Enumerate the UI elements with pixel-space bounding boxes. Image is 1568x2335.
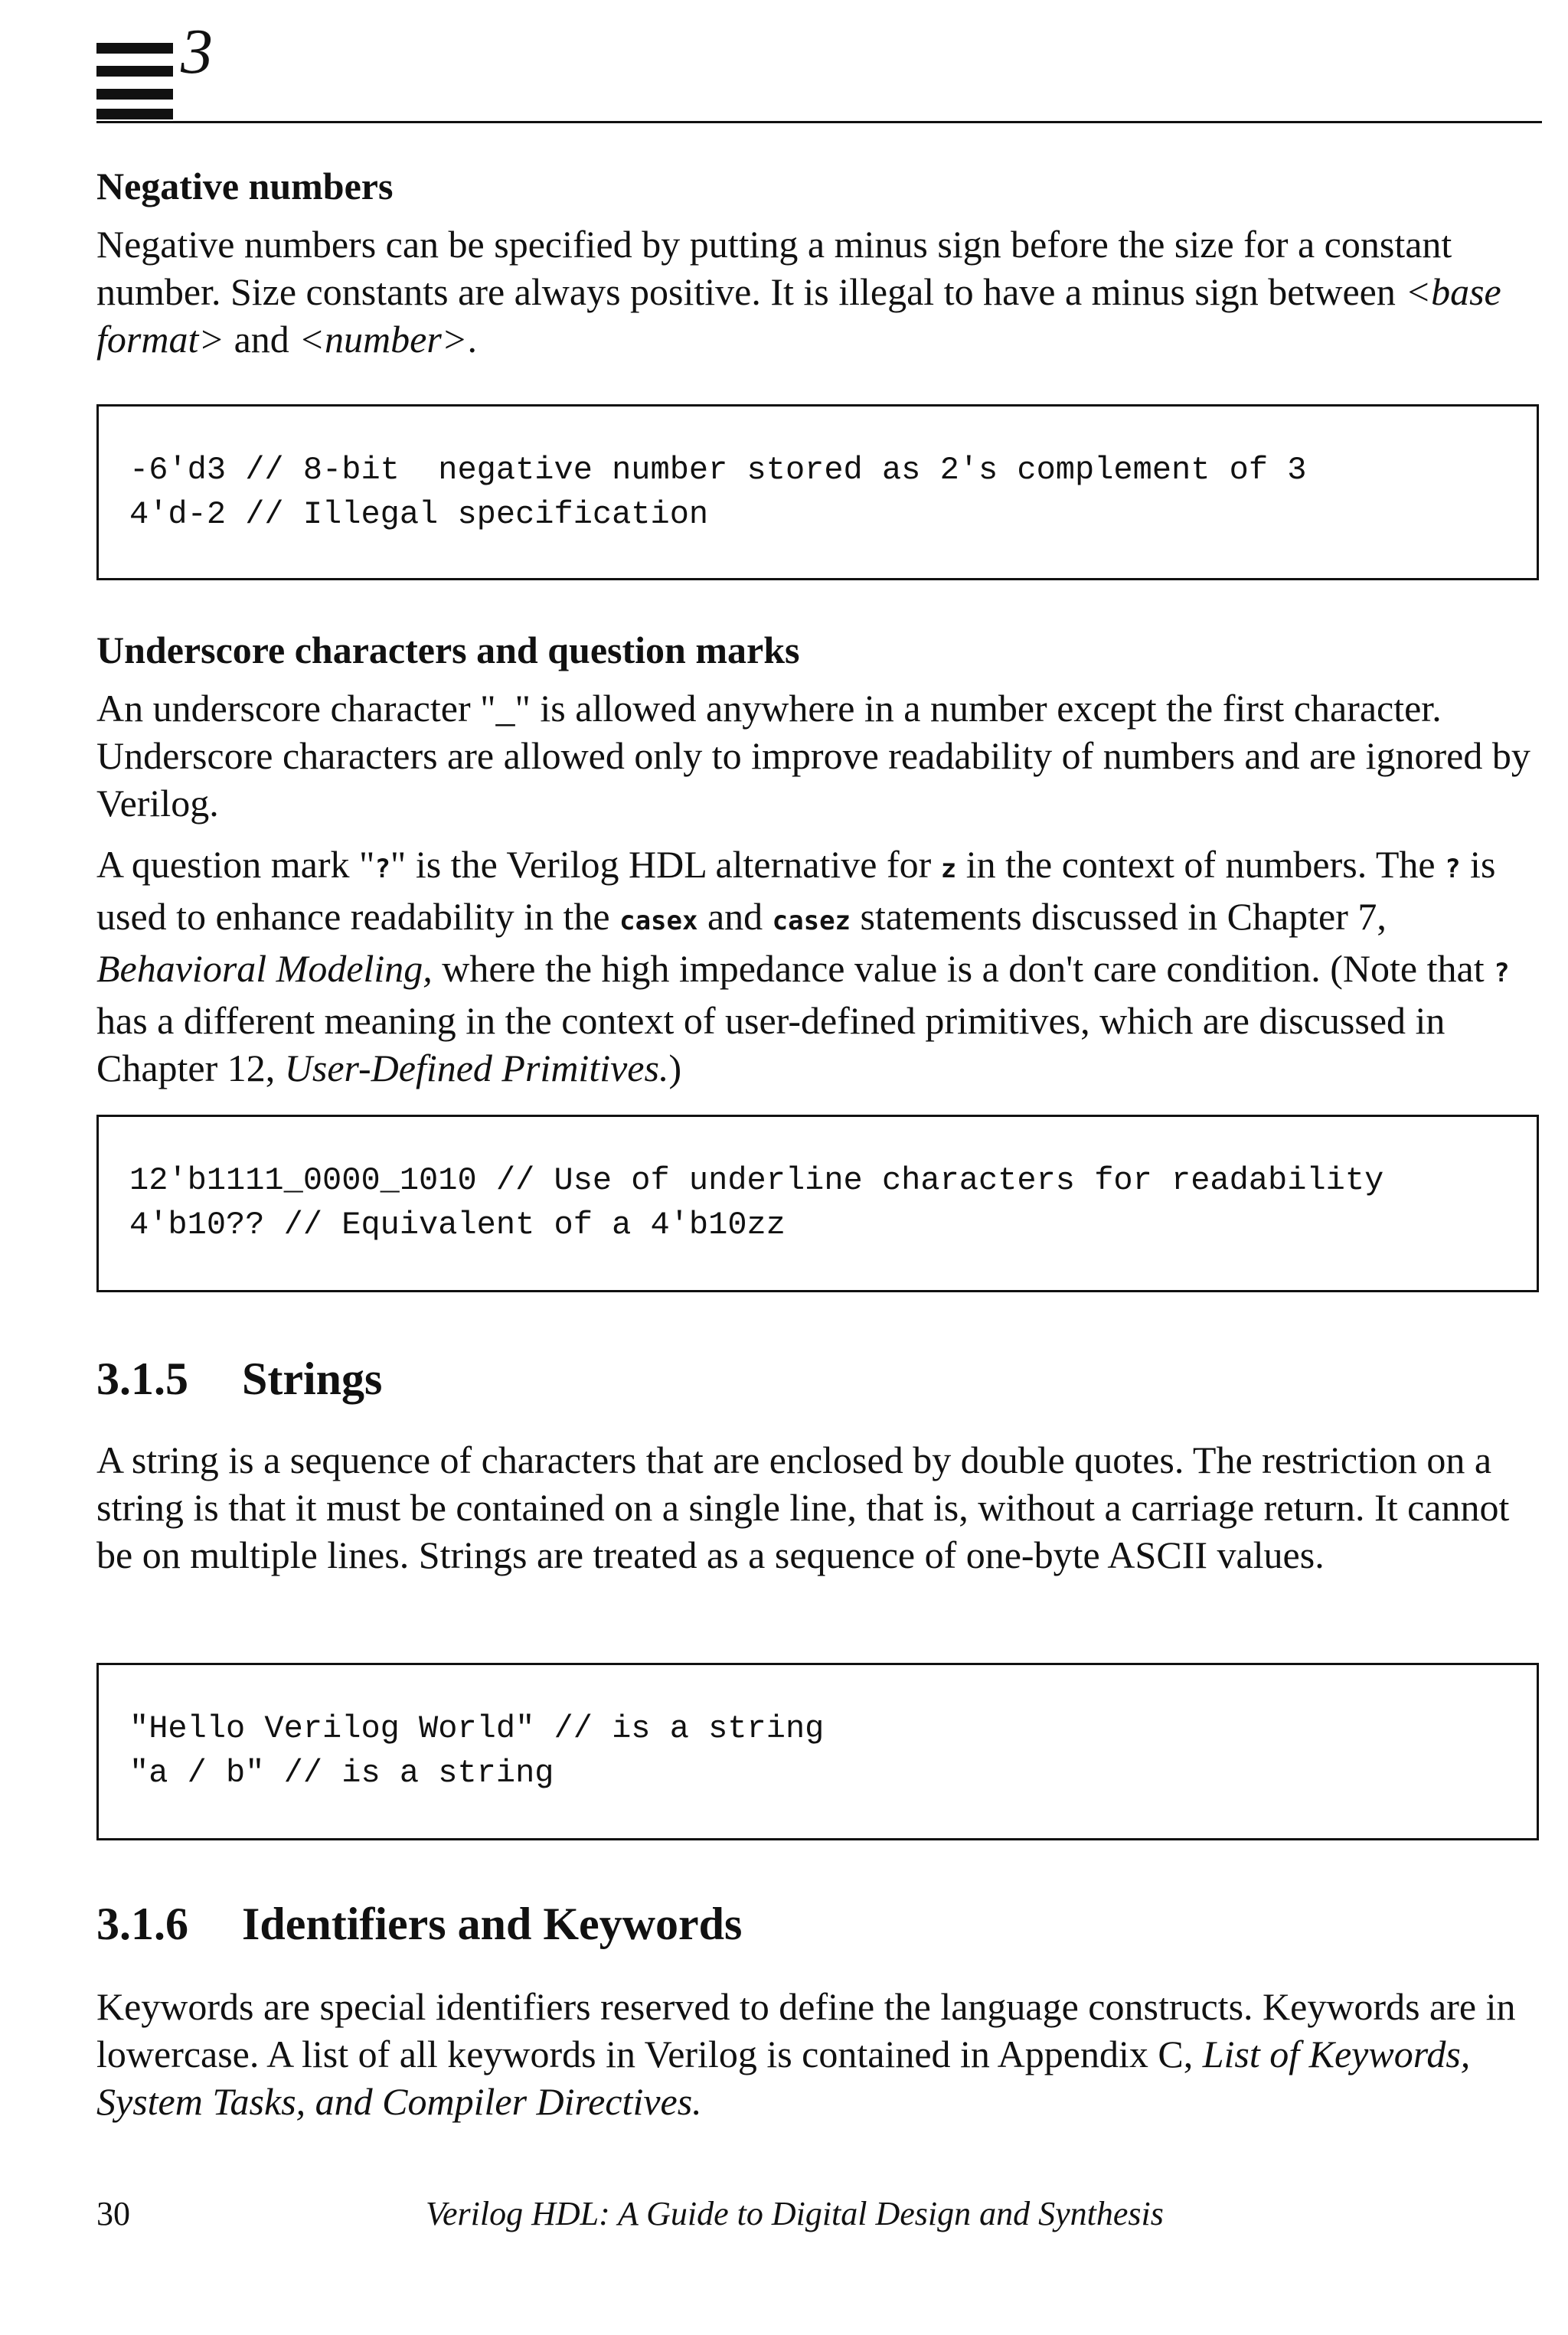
negative-numbers-code-box	[96, 404, 1539, 580]
chapter-number: 3	[181, 16, 213, 87]
section-title-strings: 3.1.5 Strings	[96, 1354, 383, 1404]
code-line: "a / b" // is a string	[129, 1755, 554, 1791]
identifiers-paragraph: Keywords are special identifiers reserved to define the language constructs. Keywords are in lowercase. A list of all keywords in Verilog is contained in Appendix C, List of Keywords, System Tasks, and Compiler Directives.	[96, 1985, 1516, 2123]
question-mark-paragraph: A question mark "?" is the Verilog HDL alternative for z in the context of numbers. The ? is used to enhance readability in the casex and casez statements discussed in Chapter 7, Behavioral Modeling, where the high impedance value is a don't care condition. (Note that ? has a different meaning in the context of user-defined primitives, which are discussed in Chapter 12, User-Defined Primitives.)	[96, 843, 1510, 1089]
strings-code-box	[96, 1663, 1539, 1840]
code-line: 12'b1111_0000_1010 // Use of underline characters for readability	[129, 1162, 1384, 1199]
chapter-mark-icon	[96, 23, 173, 107]
negative-numbers-paragraph: Negative numbers can be specified by putting a minus sign before the size for a constant number. Size constants are always positive. It is illegal to have a minus sign between <base format> and <number>.	[96, 223, 1501, 361]
page-number: 30	[96, 2195, 130, 2232]
code-line: "Hello Verilog World" // is a string	[129, 1710, 825, 1747]
underscore-paragraph: An underscore character "_" is allowed anywhere in a number except the first character. Underscore characters are allowed only to improve readability of numbers and are ignored by Verilog.	[96, 687, 1530, 825]
underscore-heading: Underscore characters and question marks	[96, 629, 800, 671]
section-title-identifiers: 3.1.6 Identifiers and Keywords	[96, 1899, 743, 1949]
header-rule	[96, 121, 1542, 123]
code-line: 4'd-2 // Illegal specification	[129, 496, 709, 533]
code-line: 4'b10?? // Equivalent of a 4'b10zz	[129, 1207, 786, 1243]
underscore-code-box	[96, 1115, 1539, 1292]
negative-numbers-heading: Negative numbers	[96, 165, 394, 207]
code-line: -6'd3 // 8-bit negative number stored as 2's complement of 3	[129, 452, 1307, 488]
strings-paragraph: A string is a sequence of characters that are enclosed by double quotes. The restriction on a string is that it must be contained on a single line, that is, without a carriage return. It cannot be on multiple lines. Strings are treated as a sequence of one-byte ASCII values.	[96, 1439, 1510, 1576]
book-title: Verilog HDL: A Guide to Digital Design and Synthesis	[426, 2195, 1164, 2232]
